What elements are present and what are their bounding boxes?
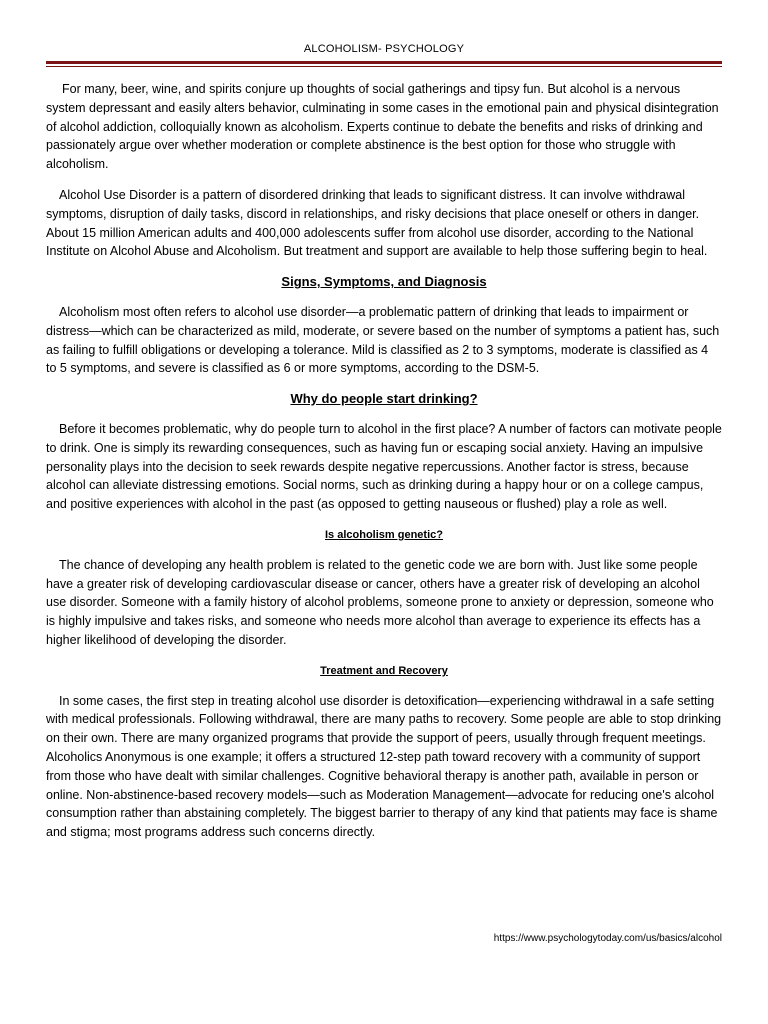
section-heading-treatment: Treatment and Recovery: [320, 664, 448, 677]
section-heading-why-drink: Why do people start drinking?: [290, 391, 478, 407]
intro-paragraph-2: Alcohol Use Disorder is a pattern of disordered drinking that leads to significant distress. It can involve withdrawal symptoms, disruption of daily tasks, discord in relationships, and risky decisions that place oneself or others in danger. About 15 million American adults and 400,000 adolescents suffer from alcohol use disorder, according to the National Institute on Alcohol Abuse and Alcoholism. But treatment and support are available to help those suffering begin to heal.: [46, 187, 708, 259]
section-paragraph-signs: Alcoholism most often refers to alcohol use disorder—a problematic pattern of drinking that leads to impairment or distress—which can be characterized as mild, moderate, or severe based on the number of symptoms a patient has, such as failing to fulfill obligations or developing a tolerance. Mild is classified as 2 to 3 symptoms, moderate is classified as 4 to 5 symptoms, and severe is classified as 6 or more symptoms, according to the DSM-5.: [46, 304, 720, 376]
section-heading-signs: Signs, Symptoms, and Diagnosis: [281, 274, 487, 290]
page-header-title: ALCOHOLISM- PSYCHOLOGY: [303, 43, 465, 55]
source-url: https://www.psychologytoday.com/us/basics/alcohol: [493, 933, 722, 944]
intro-paragraph-1: For many, beer, wine, and spirits conjure up thoughts of social gatherings and tipsy fun. But alcohol is a nervous system depressant and easily alters behavior, culminating in some cases in the emotional pain and physical disintegration of alcohol addiction, colloquially known as alcoholism. Experts continue to debate the benefits and risks of drinking and passionately argue over whether moderation or complete abstinence is the best option for those who struggle with alcoholism.: [46, 82, 719, 172]
section-paragraph-why-drink: Before it becomes problematic, why do people turn to alcohol in the first place? A number of factors can motivate people to drink. One is simply its rewarding consequences, such as having fun or escaping social anxiety. Having an impulsive personality plays into the decision to seek rewards despite negative repercussions. Another factor is stress, because alcohol can alleviate distressing emotions. Social norms, such as drinking during a happy hour or on a college campus, and positive experiences with alcohol in the past (as opposed to getting nauseous or flushed) play a role as well.: [46, 421, 722, 512]
header-rule-thin: [46, 66, 722, 67]
section-heading-genetic: Is alcoholism genetic?: [325, 528, 443, 541]
section-paragraph-genetic: The chance of developing any health problem is related to the genetic code we are born with. Just like some people have a greater risk of developing cardiovascular disease or cancer, others have a greater risk of developing an alcohol use disorder. Someone with a family history of alcohol problems, someone prone to anxiety or depression, someone who is highly impulsive and takes risks, and someone who needs more alcohol than average to experience its effects has a higher likelihood of developing the disorder.: [46, 557, 714, 647]
section-paragraph-treatment: In some cases, the first step in treating alcohol use disorder is detoxification—experiencing withdrawal in a safe setting with medical professionals. Following withdrawal, there are many paths to recovery. Some people are able to stop drinking on their own. There are many organized programs that provide the support of peers, usually through frequent meetings. Alcoholics Anonymous is one example; it offers a structured 12-step path toward recovery with a community of support from those who have dealt with similar challenges. Cognitive behavioral therapy is another path, available in person or online. Non-abstinence-based recovery models—such as Moderation Management—advocate for reducing one's alcohol consumption rather than abstaining completely. The biggest barrier to therapy of any kind that patients may face is shame and stigma; most programs address such concerns directly.: [46, 693, 722, 840]
document-body: [46, 80, 722, 854]
header-rule-thick: [46, 61, 722, 64]
